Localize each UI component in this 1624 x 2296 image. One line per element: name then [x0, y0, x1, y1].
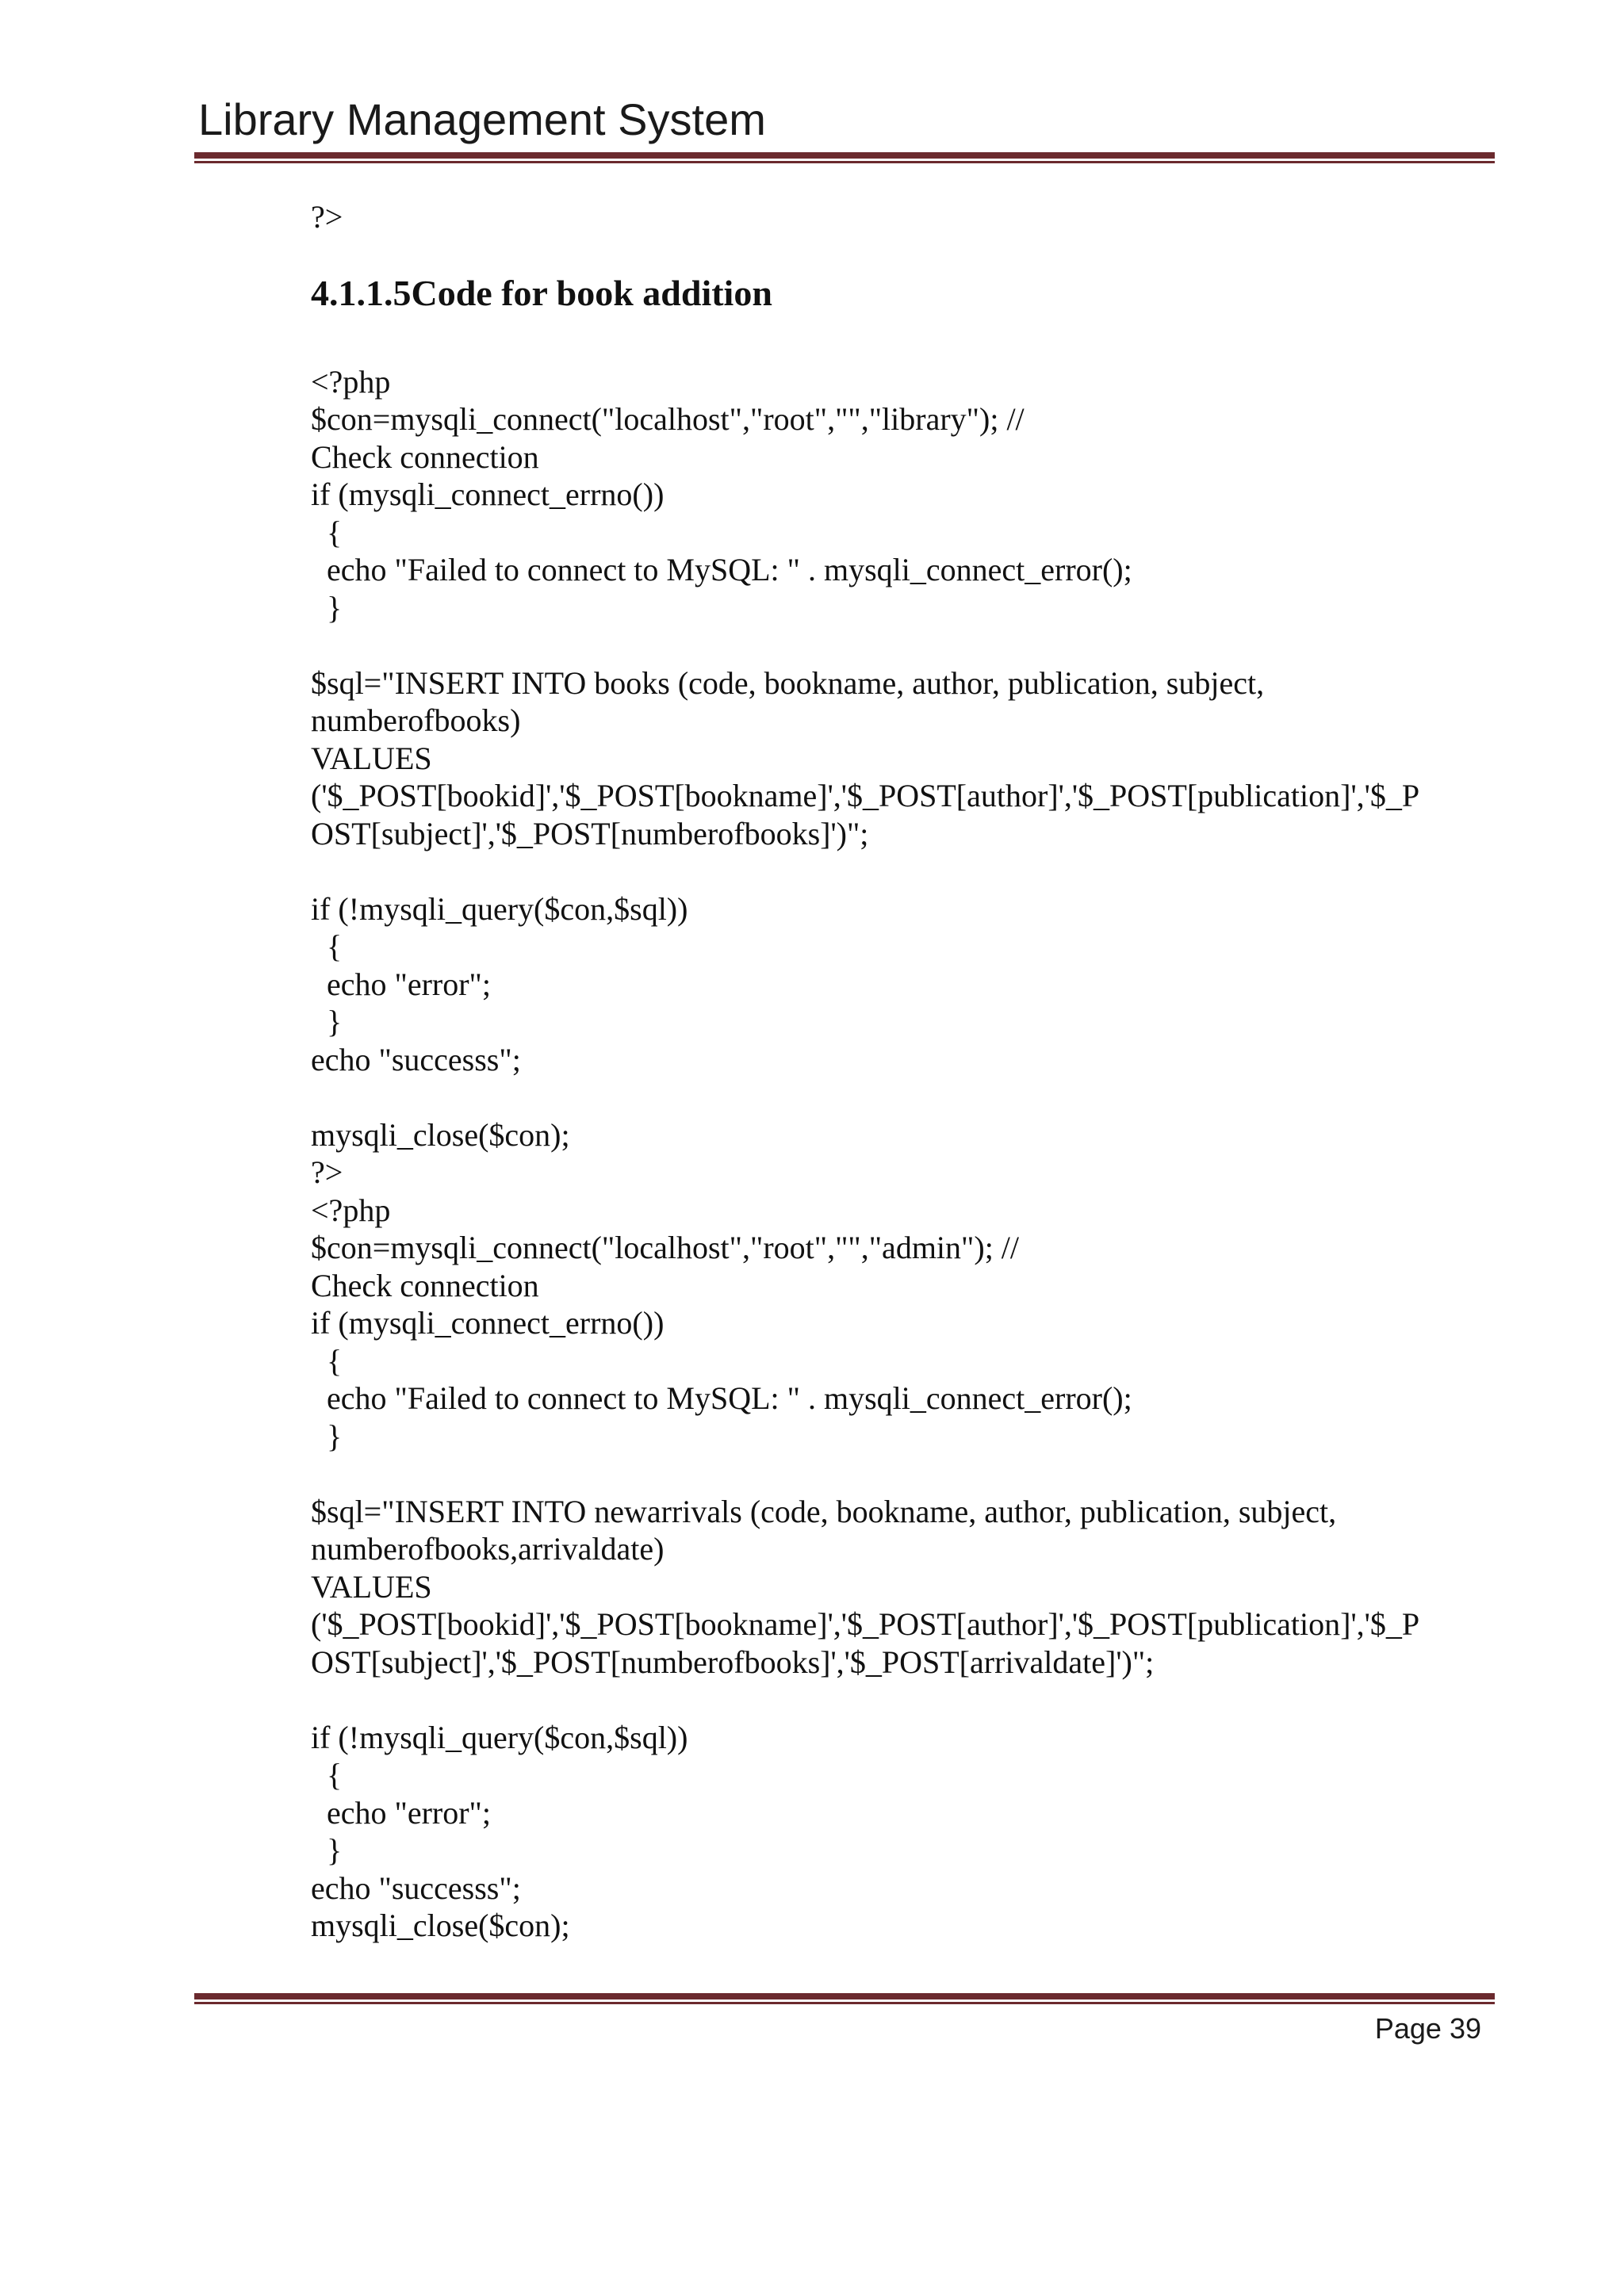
document-header-title: Library Management System: [198, 94, 766, 144]
code-line: OST[subject]','$_POST[numberofbooks]','$_POST[arrivaldate]')";: [311, 1644, 1155, 1680]
code-line: numberofbooks,arrivaldate): [311, 1531, 665, 1567]
code-line: echo "error";: [311, 1794, 491, 1831]
code-line: if (mysqli_connect_errno()): [311, 1305, 665, 1341]
blank-line: [311, 1078, 1437, 1116]
code-line: $con=mysqli_connect("localhost","root","","library"); //: [311, 401, 1025, 437]
page-number: Page 39: [1374, 2012, 1481, 2045]
code-line: }: [311, 1004, 343, 1039]
code-line: }: [311, 589, 343, 626]
code-line: ?>: [311, 199, 343, 235]
code-listing: [311, 363, 1437, 1945]
code-line: if (mysqli_connect_errno()): [311, 476, 665, 512]
code-line: if (!mysqli_query($con,$sql)): [311, 890, 688, 927]
code-line: if (!mysqli_query($con,$sql)): [311, 1719, 688, 1755]
code-line: mysqli_close($con);: [311, 1116, 570, 1153]
code-line: {: [311, 514, 343, 550]
code-line: echo "successs";: [311, 1869, 521, 1906]
code-line: $sql="INSERT INTO newarrivals (code, bookname, author, publication, subject,: [311, 1493, 1337, 1529]
code-line: echo "error";: [311, 966, 491, 1002]
code-line: {: [311, 1757, 343, 1793]
code-line: ('$_POST[bookid]','$_POST[bookname]','$_POST[author]','$_POST[publication]','$_P: [311, 1606, 1420, 1642]
code-line: echo "successs";: [311, 1041, 521, 1077]
blank-line: [311, 1455, 1437, 1493]
code-line: numberofbooks): [311, 702, 521, 738]
pre-heading-lines: [311, 198, 1437, 236]
code-line: $con=mysqli_connect("localhost","root","","admin"); //: [311, 1230, 1020, 1265]
blank-line: [311, 626, 1437, 664]
code-line: mysqli_close($con);: [311, 1908, 570, 1943]
code-line: <?php: [311, 1192, 391, 1228]
code-line: echo "Failed to connect to MySQL: " . mysqli_connect_error();: [311, 1380, 1132, 1416]
code-line: <?php: [311, 363, 391, 400]
code-line: Check connection: [311, 1267, 539, 1303]
footer-rule-thick: [194, 1993, 1495, 1999]
code-line: VALUES: [311, 740, 432, 776]
code-line: }: [311, 1832, 343, 1868]
document-body: [311, 198, 1437, 1945]
code-line: Check connection: [311, 438, 539, 475]
code-line: $sql="INSERT INTO books (code, bookname, author, publication, subject,: [311, 664, 1265, 701]
code-line: ?>: [311, 1154, 343, 1190]
code-line: ('$_POST[bookid]','$_POST[bookname]','$_POST[author]','$_POST[publication]','$_P: [311, 778, 1420, 813]
section-heading: 4.1.1.5Code for book addition: [311, 272, 772, 313]
header-rule-thin: [194, 161, 1495, 163]
code-line: {: [311, 928, 343, 964]
code-line: {: [311, 1342, 343, 1379]
code-line: OST[subject]','$_POST[numberofbooks]')";: [311, 815, 869, 851]
header-rule-thick: [194, 152, 1495, 159]
code-line: VALUES: [311, 1568, 432, 1605]
blank-line: [311, 1681, 1437, 1719]
code-line: echo "Failed to connect to MySQL: " . mysqli_connect_error();: [311, 552, 1132, 587]
footer-rule-thin: [194, 2002, 1495, 2004]
blank-line: [311, 852, 1437, 890]
code-line: }: [311, 1418, 343, 1454]
header-rule: [194, 152, 1495, 163]
footer-rule: [194, 1993, 1495, 2004]
